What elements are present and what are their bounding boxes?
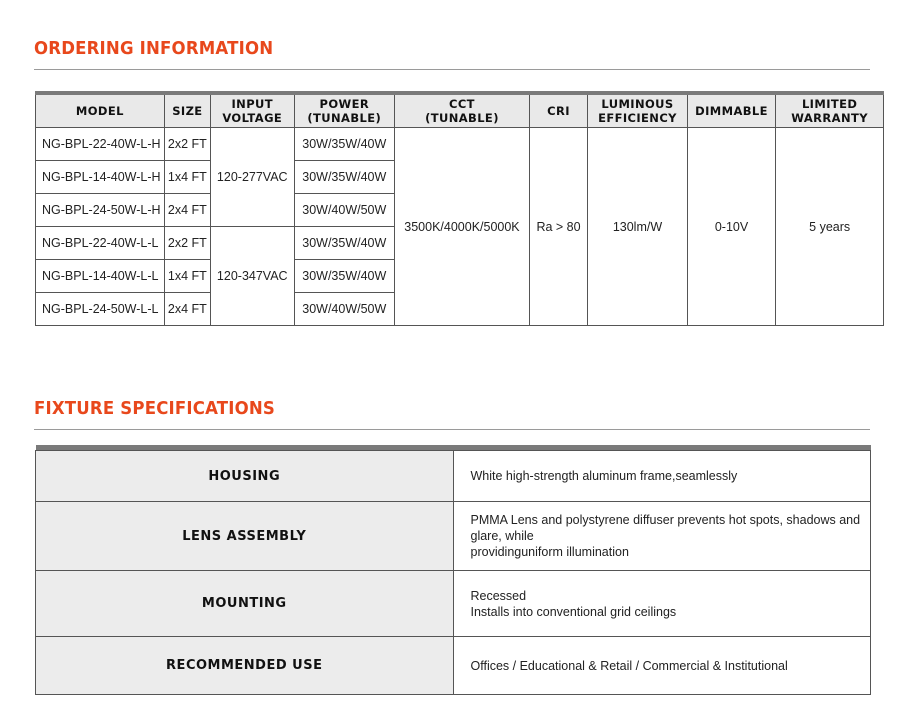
spec-row-housing [36, 451, 871, 502]
size-cell: 2x4 FT [164, 194, 210, 227]
fixture-rule [34, 429, 870, 430]
power-cell: 30W/35W/40W [294, 128, 395, 161]
efficiency-cell: 130lm/W [588, 128, 688, 326]
fixture-title: FIXTURE SPECIFICATIONS [34, 398, 276, 419]
header-dimmable: DIMMABLE [687, 93, 776, 128]
warranty-cell: 5 years [776, 128, 884, 326]
model-cell: NG-BPL-24-50W-L-L [36, 293, 165, 326]
power-cell: 30W/40W/50W [294, 194, 395, 227]
power-cell: 30W/35W/40W [294, 227, 395, 260]
model-cell: NG-BPL-24-50W-L-H [36, 194, 165, 227]
size-cell: 1x4 FT [164, 260, 210, 293]
spec-label-lens-assembly: LENS ASSEMBLY [36, 502, 454, 571]
model-cell: NG-BPL-14-40W-L-H [36, 161, 165, 194]
size-cell: 2x2 FT [164, 227, 210, 260]
fixture-specs-table [35, 445, 871, 695]
voltage-cell: 120-277VAC [211, 128, 294, 227]
spec-label-mounting: MOUNTING [36, 571, 454, 637]
power-cell: 30W/35W/40W [294, 260, 395, 293]
header-input-voltage: INPUT VOLTAGE [211, 93, 294, 128]
spec-value-recommended-use: Offices / Educational & Retail / Commercial & Institutional [453, 637, 871, 695]
ordering-title: ORDERING INFORMATION [34, 38, 274, 59]
header-luminous-efficiency: LUMINOUS EFFICIENCY [588, 93, 688, 128]
size-cell: 2x4 FT [164, 293, 210, 326]
spec-label-recommended-use: RECOMMENDED USE [36, 637, 454, 695]
cct-cell: 3500K/4000K/5000K [395, 128, 530, 326]
model-cell: NG-BPL-14-40W-L-L [36, 260, 165, 293]
cri-cell: Ra > 80 [529, 128, 587, 326]
power-cell: 30W/40W/50W [294, 293, 395, 326]
table-row [36, 128, 884, 161]
size-cell: 2x2 FT [164, 128, 210, 161]
spec-value-housing: White high-strength aluminum frame,seamlessly [453, 451, 871, 502]
spec-row-mounting [36, 571, 871, 637]
ordering-table [35, 91, 884, 326]
spec-row-recommended-use [36, 637, 871, 695]
spec-value-lens-assembly: PMMA Lens and polystyrene diffuser prevents hot spots, shadows and glare, while providinguniform illumination [453, 502, 871, 571]
model-cell: NG-BPL-22-40W-L-H [36, 128, 165, 161]
voltage-cell: 120-347VAC [211, 227, 294, 326]
ordering-header-row [36, 93, 884, 128]
dimmable-cell: 0-10V [687, 128, 776, 326]
ordering-rule [34, 69, 870, 70]
model-cell: NG-BPL-22-40W-L-L [36, 227, 165, 260]
header-model: MODEL [36, 93, 165, 128]
spec-row-lens-assembly [36, 502, 871, 571]
spec-value-mounting: Recessed Installs into conventional grid ceilings [453, 571, 871, 637]
power-cell: 30W/35W/40W [294, 161, 395, 194]
spec-label-housing: HOUSING [36, 451, 454, 502]
size-cell: 1x4 FT [164, 161, 210, 194]
header-cct: CCT (TUNABLE) [395, 93, 530, 128]
header-size: SIZE [164, 93, 210, 128]
header-warranty: LIMITED WARRANTY [776, 93, 884, 128]
header-cri: CRI [529, 93, 587, 128]
header-power: POWER (TUNABLE) [294, 93, 395, 128]
